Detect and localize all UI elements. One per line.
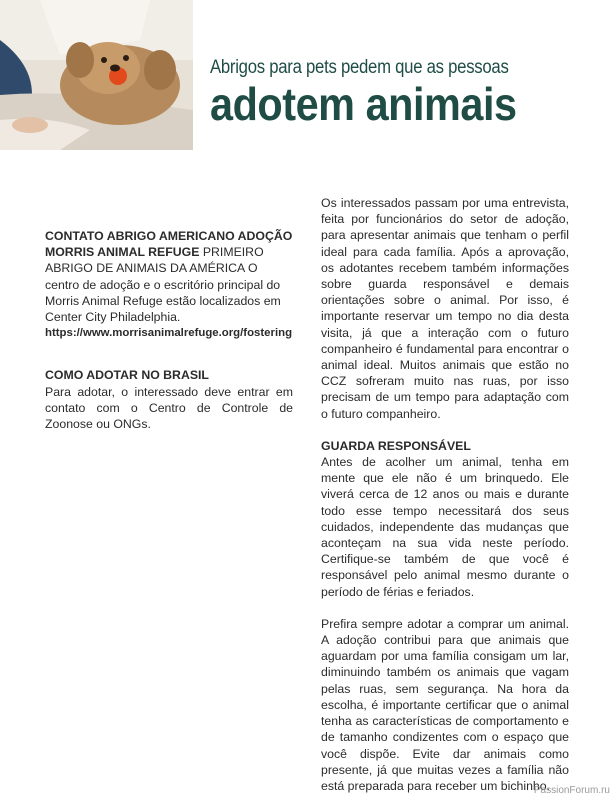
prefer-body: Prefira sempre adotar a comprar um animal. A adoção contribui para que animais que aguardam por uma família consigam um lar, diminuindo também os animais que vagam pelas ruas, sem segurança. Na hora da escolha, é importante certificar que o animal tenha as características de comportamento e de tamanho condizentes com o espaço que você dispõe. Evite dar animais como presente, já que muitas vezes a família não está preparada para receber um bichinho. (321, 616, 569, 793)
dog-photo-illustration (0, 0, 193, 150)
left-column (45, 228, 293, 432)
contact-url: https://www.morrisanimalrefuge.org/fostering (45, 327, 293, 340)
guard-title: GUARDA RESPONSÁVEL (321, 438, 471, 453)
header-photo-dog (0, 0, 193, 150)
article-headline: adotem animais (210, 78, 517, 130)
contact-title: CONTATO ABRIGO AMERICANO ADOÇÃO MORRIS ANIMAL REFUGE (45, 229, 293, 260)
brazil-title: COMO ADOTAR NO BRASIL (45, 368, 209, 383)
contact-body: PRIMEIRO ABRIGO DE ANIMAIS DA AMÉRICA O centro de adoção e o escritório principal do Morris Animal Refuge estão localizados em Center City Philadelphia. (45, 245, 281, 325)
intro-body: Os interessados passam por uma entrevista, feita por funcionários do setor de adoção, para apresentar animais que tenham o perfil ideal para cada família. Após a aprovação, os adotantes recebem também informações sobre guarda responsável e demais orientações sobre o animal. Por isso, é importante reservar um tempo no dia desta visita, já que a interação com o futuro companheiro é fundamental para encontrar o animal ideal. Muitos animais que estão no CCZ sofreram muito nas ruas, por isso precisam de um tempo para adaptação com o futuro companheiro. (321, 196, 569, 421)
title-block (210, 56, 610, 128)
contact-paragraph (45, 228, 293, 325)
right-column (321, 195, 569, 794)
brazil-body: Para adotar, o interessado deve entrar em contato com o Centro de Controle de Zoonose ou ONGs. (45, 384, 293, 432)
watermark: PassionForum.ru (533, 785, 610, 796)
guard-body: Antes de acolher um animal, tenha em mente que ele não é um brinquedo. Ele viverá cerca de 12 anos ou mais e durante todo esse tempo necessitará dos seus cuidados, independente das mudanças que aconteçam na sua vida neste período. Certifique-se também de que você é responsável pelo animal mesmo durante o período de férias e feriados. (321, 455, 569, 599)
article-subtitle: Abrigos para pets pedem que as pessoas (210, 57, 509, 78)
